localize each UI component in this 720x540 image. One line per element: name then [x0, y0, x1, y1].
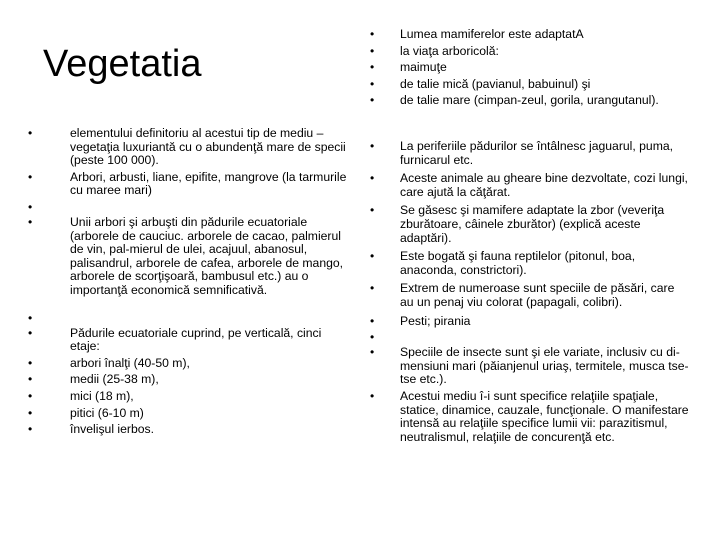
bullet-item — [28, 372, 350, 387]
bullet-text: învelişul ierbos. — [70, 422, 154, 437]
bullet-item — [28, 422, 350, 437]
bullet-text: medii (25-38 m), — [70, 372, 159, 387]
bullet-item — [370, 139, 690, 167]
bullet-text: arbori înalţi (40-50 m), — [70, 355, 190, 370]
bullet-item — [28, 355, 350, 371]
bullet-icon: • — [28, 169, 33, 184]
bullet-icon: • — [370, 60, 375, 75]
slide-title: Vegetatia — [43, 43, 202, 85]
bullet-icon: • — [28, 422, 33, 437]
bullet-text: la viaţa arboricolă: — [400, 43, 499, 58]
bullet-item — [370, 93, 690, 108]
bullet-item — [370, 345, 690, 387]
bullet-icon: • — [370, 249, 375, 264]
bullet-item — [370, 76, 690, 92]
bullet-item — [370, 249, 690, 277]
bullet-item — [370, 388, 690, 444]
vegetation-bullet-list — [28, 126, 350, 440]
bullet-item — [370, 27, 690, 42]
bullet-icon: • — [370, 76, 375, 91]
bullet-icon: • — [370, 171, 375, 186]
bullet-icon: • — [28, 214, 33, 229]
bullet-text: Pesti; pirania — [400, 313, 471, 328]
fauna-bullet-list — [370, 139, 690, 447]
bullet-icon: • — [370, 203, 375, 218]
bullet-text: Lumea mamiferelor este adaptatA — [400, 27, 584, 41]
bullet-item — [370, 60, 690, 75]
bullet-text: mici (18 m), — [70, 388, 134, 403]
bullet-icon: • — [28, 325, 33, 340]
bullet-text: maimuţe — [400, 60, 447, 75]
bullet-icon: • — [370, 139, 375, 153]
bullet-item — [370, 281, 690, 309]
bullet-item — [370, 43, 690, 59]
bullet-icon: • — [370, 330, 375, 345]
bullet-item — [28, 310, 350, 325]
bullet-text: Arbori, arbusti, liane, epifite, mangrove (la tarmurile cu maree mari) — [70, 169, 347, 198]
bullet-text: Pădurile ecuatoriale cuprind, pe verticală, cinci etaje: — [70, 325, 322, 354]
bullet-icon: • — [28, 388, 33, 403]
bullet-icon: • — [28, 405, 33, 420]
bullet-icon: • — [28, 355, 33, 370]
bullet-item — [28, 325, 350, 354]
bullet-text: La periferiile pădurilor se întâlnesc jaguarul, puma, furnicarul etc. — [400, 139, 674, 167]
bullet-text: Unii arbori şi arbuşti din pădurile ecuatoriale (arborele de cauciuc. arborele de cacao, palmierul de vin, pal-mierul de ulei, acajuul, abanosul, palisandrul, arborele de cafea, arborele de mango, arborele de scorţişoară, bambusul etc.) au o importanţă economică semnificativă. — [70, 214, 344, 297]
bullet-text: Extrem de numeroase sunt speciile de păsări, care au un penaj viu colorat (papagali, colibri). — [400, 281, 675, 309]
bullet-text: pitici (6-10 m) — [70, 405, 144, 420]
bullet-item — [28, 169, 350, 198]
bullet-icon: • — [370, 281, 375, 296]
bullet-text: Speciile de insecte sunt şi ele variate, inclusiv cu di-mensiuni mari (păianjenul uriaş, termitele, musca tse-tse etc.). — [400, 345, 689, 387]
bullet-text: de talie mică (pavianul, babuinul) şi — [400, 76, 591, 91]
bullet-text: Se găsesc şi mamifere adaptate la zbor (veveriţa zburătoare, câinele zburător) (explică aceste adaptări). — [400, 203, 665, 245]
bullet-item — [370, 203, 690, 245]
bullet-icon: • — [370, 388, 375, 403]
bullet-icon: • — [28, 199, 33, 214]
bullet-item — [370, 313, 690, 329]
bullet-item — [28, 214, 350, 298]
bullet-item — [370, 330, 690, 345]
bullet-text: Aceste animale au gheare bine dezvoltate, cozi lungi, care ajută la căţărat. — [400, 171, 688, 199]
bullet-icon: • — [28, 372, 33, 387]
bullet-text: Acestui mediu î-i sunt specifice relaţiile spaţiale, statice, dinamice, cauzale, funcţionale. O manifestare intensă au relaţiile specifice lumii vii: parazitismul, neutralismul, relaţiile de concurenţă etc. — [400, 388, 689, 444]
bullet-text: Este bogată şi fauna reptilelor (pitonul, boa, anaconda, constrictori). — [400, 249, 636, 277]
bullet-icon: • — [370, 345, 375, 360]
bullet-item — [28, 199, 350, 214]
bullet-icon: • — [28, 126, 33, 140]
bullet-text: elementului definitoriu al acestui tip de mediu – vegetaţia luxuriantă cu o abundenţă mare de specii (peste 100 000). — [70, 126, 346, 168]
bullet-item — [28, 126, 350, 168]
mammals-bullet-list — [370, 27, 690, 111]
bullet-item — [28, 388, 350, 404]
bullet-icon: • — [370, 313, 375, 328]
bullet-item — [28, 405, 350, 421]
bullet-icon: • — [28, 310, 33, 325]
bullet-icon: • — [370, 43, 375, 58]
bullet-icon: • — [370, 93, 375, 108]
bullet-icon: • — [370, 27, 375, 41]
bullet-text: de talie mare (cimpan-zeul, gorila, urangutanul). — [400, 93, 659, 108]
bullet-item — [370, 171, 690, 199]
